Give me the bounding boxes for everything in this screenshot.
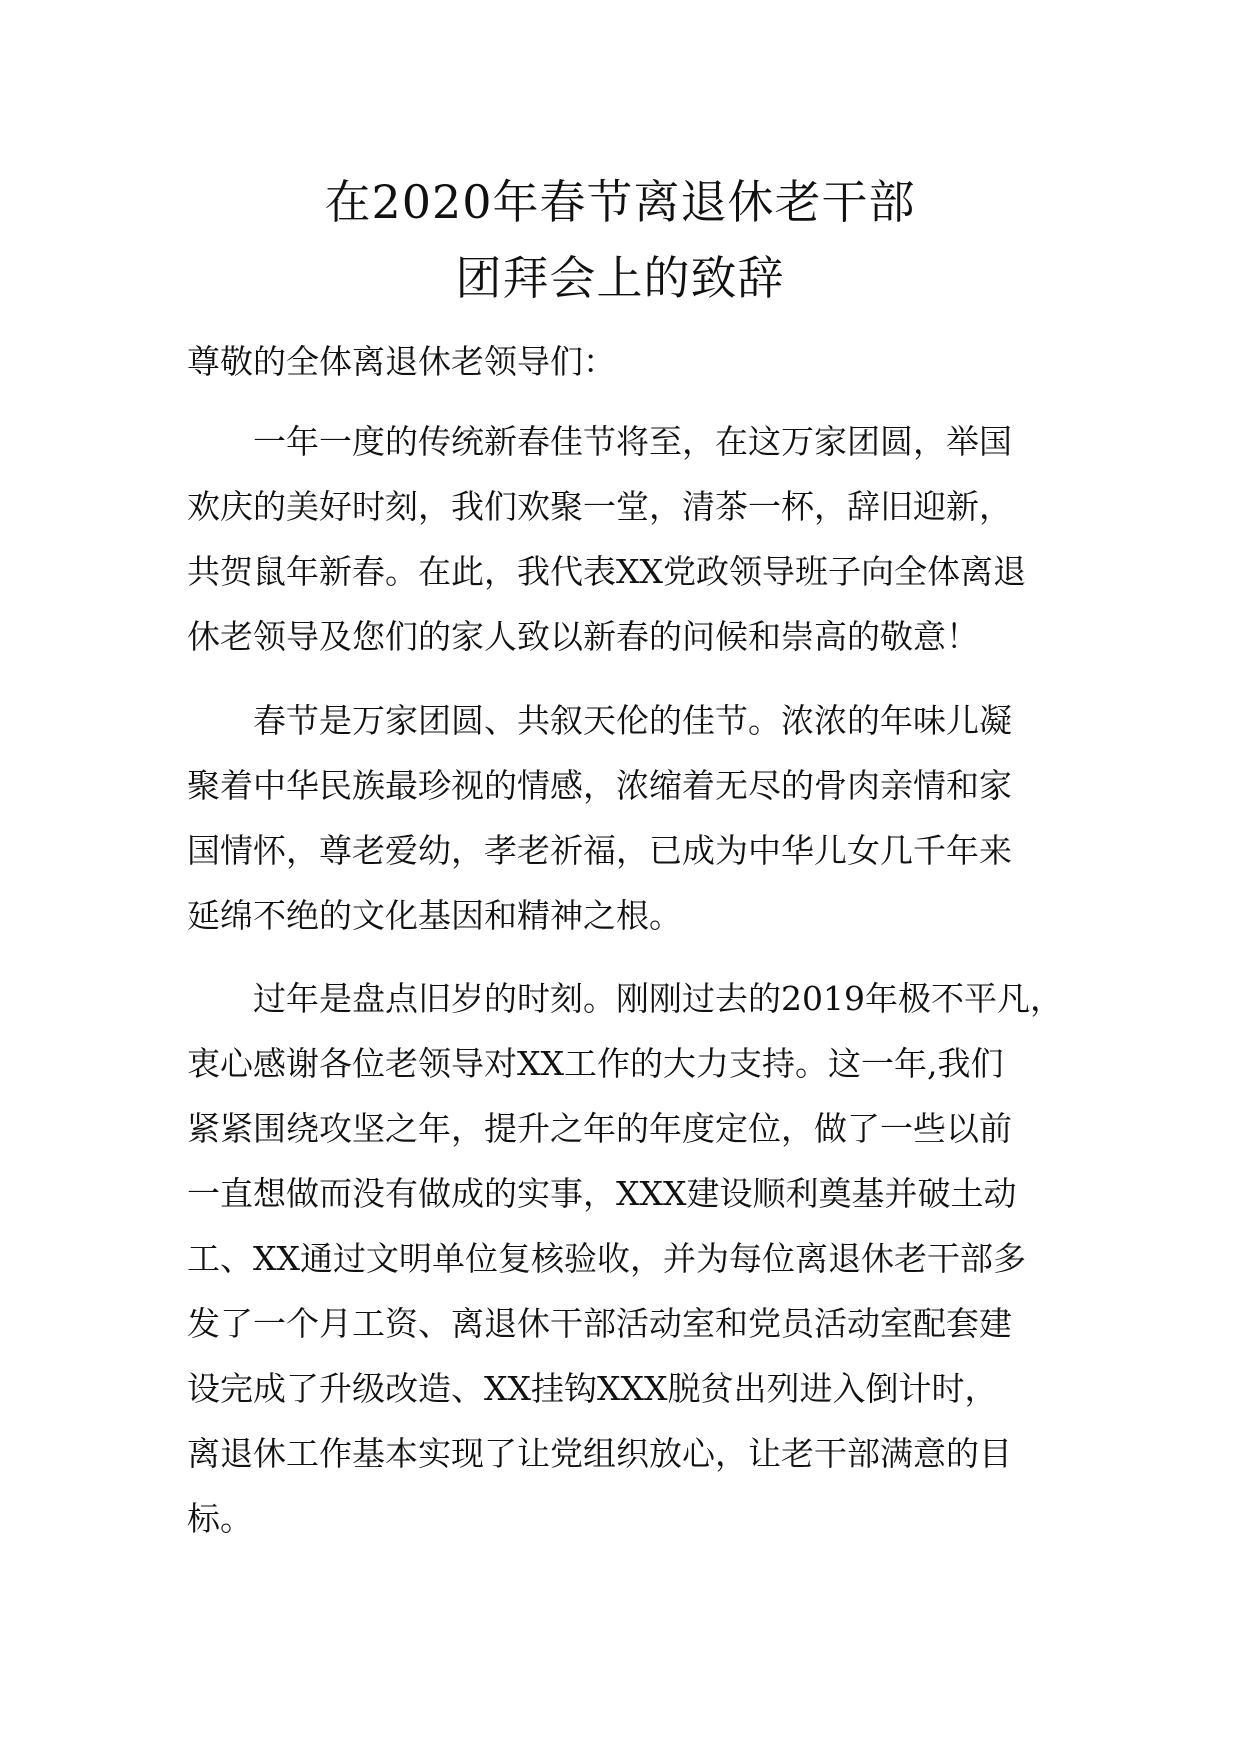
paragraph-line: 共贺鼠年新春。在此，我代表XX党政领导班子向全体离退 — [187, 552, 1026, 591]
paragraph-line: 一年一度的传统新春佳节将至，在这万家团圆，举国 — [253, 422, 1012, 461]
paragraph-line: 发了一个月工资、离退休干部活动室和党员活动室配套建 — [187, 1304, 1012, 1343]
paragraph-line: 设完成了升级改造、XX挂钩XXX脱贫出列进入倒计时， — [187, 1369, 998, 1408]
paragraph-line: 春节是万家团圆、共叙天伦的佳节。浓浓的年味儿凝 — [253, 701, 1012, 740]
salutation: 尊敬的全体离退休老领导们： — [187, 342, 616, 381]
paragraph-line: 紧紧围绕攻坚之年，提升之年的年度定位，做了一些以前 — [187, 1109, 1012, 1148]
paragraph-line: 标。 — [187, 1499, 253, 1538]
paragraph-line: 欢庆的美好时刻，我们欢聚一堂，清茶一杯，辞旧迎新， — [187, 487, 1012, 526]
paragraph-line: 工、XX通过文明单位复核验收，并为每位离退休老干部多 — [187, 1239, 1026, 1278]
paragraph-line: 休老领导及您们的家人致以新春的问候和崇高的敬意！ — [187, 617, 979, 656]
title-line-1: 在2020年春节离退休老干部 — [324, 175, 916, 229]
paragraph-line: 离退休工作基本实现了让党组织放心，让老干部满意的目 — [187, 1434, 1012, 1473]
paragraph-line: 衷心感谢各位老领导对XX工作的大力支持。这一年,我们 — [187, 1044, 1004, 1083]
paragraph-line: 国情怀，尊老爱幼，孝老祈福，已成为中华儿女几千年来 — [187, 831, 1012, 870]
paragraph-line: 一直想做而没有做成的实事，XXX建设顺利奠基并破土动 — [187, 1174, 1017, 1213]
paragraph-1 — [187, 409, 1087, 669]
paragraph-3 — [187, 966, 1087, 1551]
paragraph-line: 延绵不绝的文化基因和精神之根。 — [187, 896, 682, 935]
paragraph-line: 聚着中华民族最珍视的情感，浓缩着无尽的骨肉亲情和家 — [187, 766, 1012, 805]
paragraph-line: 过年是盘点旧岁的时刻。刚刚过去的2019年极不平凡， — [253, 979, 1063, 1018]
title-line-2: 团拜会上的致辞 — [455, 251, 785, 305]
paragraph-2 — [187, 688, 1087, 948]
